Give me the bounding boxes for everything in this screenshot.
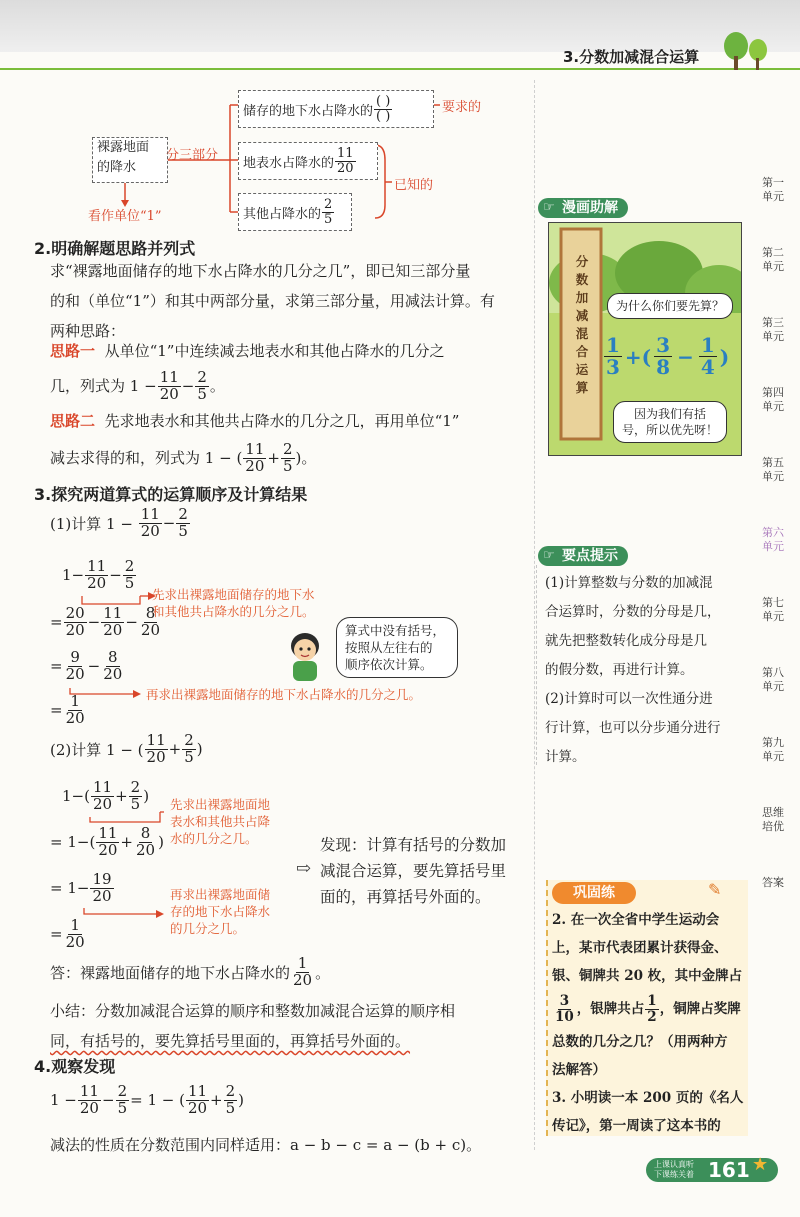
part1-text: (1)计算 1 − xyxy=(50,514,133,533)
period: 。 xyxy=(315,963,331,982)
fraction xyxy=(78,1084,101,1117)
bubble-line: 按照从左往右的 xyxy=(345,640,433,655)
fraction xyxy=(553,994,576,1023)
frac-num: 1 xyxy=(70,916,80,934)
arrow-right-icon: ⇨ xyxy=(296,858,312,879)
frac-num: 11 xyxy=(98,824,118,842)
eq-part: 1 − xyxy=(50,1091,77,1110)
finding-text xyxy=(320,832,506,910)
column-divider xyxy=(534,80,535,1150)
frac-den: 5 xyxy=(117,1098,128,1117)
frac-num: 2 xyxy=(184,731,194,749)
frac-num: 3 xyxy=(656,333,671,357)
frac-den: 5 xyxy=(282,456,293,475)
frac-num: 19 xyxy=(92,870,112,888)
tips-content xyxy=(537,565,747,772)
frac-num: 2 xyxy=(117,1082,128,1100)
frac-den: 20 xyxy=(140,620,161,639)
note-line: 再求出裸露地面储 xyxy=(170,887,271,902)
finding-line: 减混合运算，要先算括号里 xyxy=(320,862,507,880)
note2: 再求出裸露地面储存的地下水占降水的几分之几。 xyxy=(146,687,422,702)
star-icon: ★ xyxy=(752,1154,769,1175)
frac-den: 20 xyxy=(65,708,85,727)
para-line: 求“裸露地面储存的地下水占降水的几分之几”，即已知三部分量 xyxy=(50,262,471,280)
known-tag: 已知的 xyxy=(394,178,434,193)
observe-equation xyxy=(50,1084,244,1117)
brand-line: 下课练关着 xyxy=(654,1170,694,1179)
page-header-title: 3.分数加减混合运算 xyxy=(563,48,700,66)
frac-den: 20 xyxy=(87,573,107,592)
note-line: 存的地下水占降水 xyxy=(170,904,271,919)
fraction xyxy=(139,606,162,639)
frac-num: 2 xyxy=(178,505,188,523)
idea2-expr: 1 − ( xyxy=(204,449,243,467)
frac-den: 20 xyxy=(65,664,85,683)
fraction xyxy=(224,1084,238,1117)
finding-line: 发现：计算有括号的分数加 xyxy=(320,836,507,854)
frac-den: 20 xyxy=(65,932,85,951)
frac-den: 20 xyxy=(92,794,113,813)
note-line: 先求出裸露地面地 xyxy=(170,797,271,812)
plus-sign: + xyxy=(168,740,182,759)
tab-thinking[interactable]: 思维培优 xyxy=(762,806,784,833)
comic-expression: $\frac{1}{3}$ +( $\frac{3}{8}$ − $\frac{1}{4}$ ) xyxy=(606,333,730,379)
idea2-label: 思路二 xyxy=(50,412,96,430)
plus-sign: + xyxy=(210,1091,223,1110)
branch1-text: 储存的地下水占降水的 xyxy=(243,103,374,119)
question-line: 总数的几分之几？（用两种方 xyxy=(552,1034,728,1050)
tip-line: 计算。 xyxy=(545,749,586,765)
frac-num: 11 xyxy=(140,505,160,523)
pencil-icon: ✎ xyxy=(708,880,722,899)
note3 xyxy=(170,796,270,847)
frac-den: 5 xyxy=(124,573,135,592)
tips-title: 要点提示 xyxy=(562,548,618,564)
branch2-text: 地表水占降水的 xyxy=(243,155,335,171)
step-prefix: = 1− xyxy=(50,879,90,898)
brand-line: 上课认真听 xyxy=(654,1160,694,1169)
section4-title: 4.观察发现 xyxy=(34,1057,116,1076)
step-t1 xyxy=(62,780,149,813)
step-t4 xyxy=(50,918,88,951)
note-line: 先求出裸露地面储存的地下水 xyxy=(152,587,315,602)
speech-bubble xyxy=(336,617,458,678)
equals-sign: = xyxy=(50,925,63,944)
summary xyxy=(50,996,530,1056)
period: 。 xyxy=(209,377,225,395)
frac-num: 11 xyxy=(103,604,123,622)
answer-text: 答：裸露地面储存的地下水占降水的 xyxy=(50,963,291,982)
frac-num: 11 xyxy=(87,557,107,575)
frac-den: 20 xyxy=(337,160,354,176)
required-tag: 要求的 xyxy=(442,100,482,115)
frac-den: 20 xyxy=(187,1098,208,1117)
frac-den: 20 xyxy=(103,664,123,683)
frac-num: 1 xyxy=(700,333,715,357)
section3-title: 3.探究两道算式的运算顺序及计算结果 xyxy=(34,485,308,504)
step2 xyxy=(50,606,163,639)
frac-num: 11 xyxy=(92,778,113,796)
consolidate-questions xyxy=(552,906,748,1140)
frac-den: 5 xyxy=(324,211,333,227)
step-t3 xyxy=(50,872,115,905)
tab-answers[interactable]: 答案 xyxy=(762,876,784,889)
fraction xyxy=(91,780,114,813)
bubble-line: 顺序依次计算。 xyxy=(345,657,433,672)
equals-sign: = xyxy=(50,701,63,720)
frac-den: 5 xyxy=(178,521,188,540)
tab-unit-7[interactable]: 第七单元 xyxy=(762,596,784,623)
comic-title: 漫画助解 xyxy=(562,200,618,216)
consolidation-box xyxy=(546,880,748,1136)
frac-num: 1 xyxy=(297,954,308,972)
question-line: 3. 小明读一本 200 页的《名人 xyxy=(552,1090,744,1106)
fraction xyxy=(64,606,87,639)
fraction xyxy=(654,335,672,378)
frac-num: 11 xyxy=(337,145,354,161)
comic-title-pill xyxy=(538,198,628,218)
frac-den: 5 xyxy=(225,1098,236,1117)
frac-num: 11 xyxy=(146,731,166,749)
fraction xyxy=(129,780,143,813)
fraction xyxy=(291,956,314,989)
tab-unit-9[interactable]: 第九单元 xyxy=(762,736,784,763)
frac-den: 5 xyxy=(184,747,194,766)
frac-num: 3 xyxy=(559,993,570,1010)
note1 xyxy=(152,586,315,620)
tab-unit-3[interactable]: 第三单元 xyxy=(762,316,784,343)
close-paren: ) xyxy=(196,740,203,759)
minus-sign: − xyxy=(101,1091,115,1110)
frac-den: 20 xyxy=(293,970,313,989)
step-prefix: = 1−( xyxy=(50,833,96,852)
comic-banner: 分数加减混合运算 xyxy=(575,254,589,395)
fraction xyxy=(64,650,87,683)
frac-num: 2 xyxy=(197,367,207,386)
frac-den: 20 xyxy=(98,840,118,859)
question-line: 上，某市代表团累计获得金、 xyxy=(552,940,728,956)
root-label: 看作单位“1” xyxy=(88,209,162,224)
note-line: 和其他共占降水的几分之几。 xyxy=(152,604,315,619)
plus-sign: + xyxy=(115,787,128,806)
answer xyxy=(50,956,330,989)
question-text: ，铜牌占奖牌 xyxy=(659,1001,741,1017)
frac-num: 2 xyxy=(282,439,293,458)
frac-num: 1 xyxy=(606,333,620,357)
fraction xyxy=(182,733,196,766)
frac-num: 1 xyxy=(70,692,80,710)
bubble-line: 算式中没有括号， xyxy=(345,623,446,638)
fraction xyxy=(101,650,124,683)
step4 xyxy=(50,694,88,727)
summary-line: 小结：分数加减混合运算的顺序和整数加减混合运算的顺序相 xyxy=(50,1002,456,1020)
minus-sign: − xyxy=(87,657,101,676)
question-line: 2. 在一次全省中学生运动会 xyxy=(552,912,720,928)
step-prefix: 1− xyxy=(62,566,85,585)
frac-den: 5 xyxy=(130,794,141,813)
close-paren: ) xyxy=(238,1091,245,1110)
pointing-hand-icon: ☞ xyxy=(543,200,555,215)
para-line: 的和（单位“1”）和其中两部分量，求第三部分量，用减法计算。有 xyxy=(50,292,495,310)
note-line: 水的几分之几。 xyxy=(170,831,258,846)
frac-den: 8 xyxy=(656,355,671,379)
subtraction-rule: 减法的性质在分数范围内同样适用：a − b − c = a − (b + c)。 xyxy=(50,1136,482,1154)
equals-sign: = xyxy=(50,657,63,676)
frac-den: 20 xyxy=(146,747,166,766)
frac-num: ( ) xyxy=(376,93,391,109)
plus-sign: + xyxy=(267,449,280,467)
consolidate-title: 巩固练 xyxy=(552,882,636,904)
fraction xyxy=(116,1084,130,1117)
note4 xyxy=(170,886,270,937)
minus-sign: − xyxy=(162,514,176,533)
frac-num: 2 xyxy=(324,196,333,212)
finding-line: 面的，再算括号外面的。 xyxy=(320,888,491,906)
idea1-expr: 1 − xyxy=(129,377,157,395)
close-paren: ) xyxy=(158,833,164,852)
minus-sign: − xyxy=(109,566,122,585)
frac-num: 11 xyxy=(79,1082,99,1100)
page-number: 161 xyxy=(708,1158,750,1182)
comic-illustration xyxy=(548,222,742,456)
branch3-text: 其他占降水的 xyxy=(243,206,322,222)
frac-num: 1 xyxy=(647,993,657,1010)
eq-part: = 1 − ( xyxy=(130,1091,185,1110)
comic-question-bubble: 为什么你们要先算？ xyxy=(607,293,733,319)
para-line: 两种思路： xyxy=(50,322,126,340)
tip-line: 就先把整数转化成分母是几 xyxy=(545,633,707,649)
idea1-line2: 几，列式为 xyxy=(50,377,126,395)
part2-label xyxy=(50,733,203,766)
plus-sign: + xyxy=(120,833,133,852)
tab-unit-1[interactable]: 第一单元 xyxy=(762,176,784,203)
tab-unit-4[interactable]: 第四单元 xyxy=(762,386,784,413)
frac-den: 10 xyxy=(555,1008,574,1025)
idea1-label: 思路一 xyxy=(50,342,96,360)
fraction xyxy=(64,918,87,951)
frac-den: 5 xyxy=(197,384,207,403)
tab-unit-5[interactable]: 第五单元 xyxy=(762,456,784,483)
frac-den: 20 xyxy=(65,620,85,639)
frac-num: 8 xyxy=(140,824,151,842)
question-line: 银、铜牌共 20 枚，其中金牌占 xyxy=(552,968,743,984)
tip-line: (2)计算时可以一次性通分进 xyxy=(545,691,713,707)
frac-den: 20 xyxy=(92,886,112,905)
section2-title: 2.明确解题思路并列式 xyxy=(34,239,196,258)
question-line: 法解答） xyxy=(552,1062,606,1078)
split-label: 分三部分 xyxy=(166,148,219,163)
close-paren: )。 xyxy=(295,449,317,467)
frac-den: 2 xyxy=(647,1008,657,1025)
minus-sign: − xyxy=(125,613,138,632)
minus-sign: − xyxy=(181,377,195,395)
frac-num: 11 xyxy=(187,1082,208,1100)
tip-line: 的假分数，再进行计算。 xyxy=(545,662,694,678)
frac-den: 3 xyxy=(606,355,620,379)
tips-box xyxy=(536,565,747,765)
root-line2: 的降水 xyxy=(97,160,137,175)
equals-sign: = xyxy=(50,613,63,632)
frac-num: 20 xyxy=(65,604,85,622)
comic-answer-bubble xyxy=(613,401,727,443)
fraction xyxy=(186,1084,209,1117)
tips-title-pill xyxy=(538,546,628,566)
fraction xyxy=(145,733,168,766)
step-t2 xyxy=(50,826,164,859)
question-line xyxy=(552,990,748,1028)
frac-num: 2 xyxy=(124,557,135,575)
pointing-hand-icon: ☞ xyxy=(543,548,555,563)
frac-den: 20 xyxy=(140,521,160,540)
frac-den: 20 xyxy=(245,456,265,475)
frac-num: 2 xyxy=(225,1082,236,1100)
bubble-line: 号，所以优先呀！ xyxy=(622,423,719,437)
question-text: ，银牌共占 xyxy=(576,1001,645,1017)
minus-sign: − xyxy=(87,613,101,632)
footer-brand xyxy=(654,1160,694,1180)
tip-line: 行计算，也可以分步通分进行 xyxy=(545,720,721,736)
frac-den: 20 xyxy=(103,620,123,639)
tab-unit-8[interactable]: 第八单元 xyxy=(762,666,784,693)
fraction xyxy=(90,872,113,905)
fraction xyxy=(101,606,124,639)
frac-den: 20 xyxy=(135,840,156,859)
fraction xyxy=(699,335,717,378)
tab-unit-6[interactable]: 第六单元 xyxy=(762,526,784,553)
frac-num: 9 xyxy=(70,648,80,666)
frac-den: ( ) xyxy=(376,108,391,124)
step3 xyxy=(50,650,125,683)
frac-den: 20 xyxy=(159,384,179,403)
frac-num: 11 xyxy=(245,439,265,458)
question-line: 传记》，第一周读了这本书的 xyxy=(552,1118,721,1134)
note-line: 表水和其他共占降 xyxy=(170,814,271,829)
frac-den: 4 xyxy=(700,355,715,379)
idea2-line2: 减去求得的和，列式为 xyxy=(50,449,201,467)
fraction xyxy=(134,826,157,859)
frac-num: 8 xyxy=(108,648,118,666)
step-prefix: 1−( xyxy=(62,787,90,806)
fraction xyxy=(645,994,658,1023)
bubble-line: 因为我们有括 xyxy=(634,407,707,421)
root-line1: 裸露地面 xyxy=(97,140,150,155)
frac-num: 2 xyxy=(130,778,141,796)
close-paren: ) xyxy=(143,787,150,806)
frac-num: 8 xyxy=(145,604,156,622)
summary-line: 同，有括号的，要先算括号里面的，再算括号外面的。 xyxy=(50,1032,411,1050)
fraction xyxy=(64,694,87,727)
idea2-line1: 先求地表水和其他共占降水的几分之几，再用单位“1” xyxy=(104,412,460,430)
fraction xyxy=(96,826,119,859)
note-line: 的几分之几。 xyxy=(170,921,246,936)
tab-unit-2[interactable]: 第二单元 xyxy=(762,246,784,273)
frac-num: 11 xyxy=(159,367,179,386)
part2-text: (2)计算 1 − ( xyxy=(50,740,144,759)
fraction xyxy=(604,335,622,378)
frac-den: 20 xyxy=(79,1098,99,1117)
tip-line: (1)计算整数与分数的加减混 xyxy=(545,575,713,591)
idea1-line1: 从单位“1”中连续减去地表水和其他占降水的几分之 xyxy=(104,342,445,360)
tip-line: 合运算时，分数的分母是几， xyxy=(545,604,721,620)
